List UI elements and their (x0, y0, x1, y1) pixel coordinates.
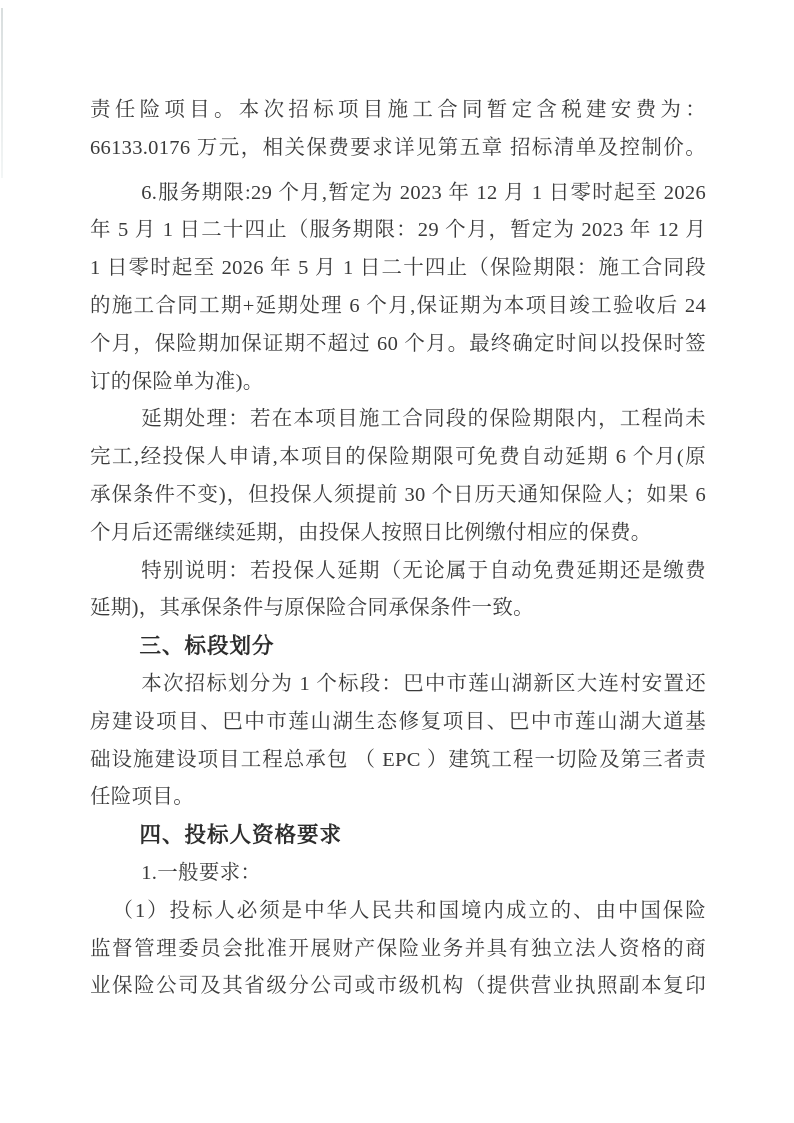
text-line: 承保条件不变)，但投保人须提前 30 个日历天通知保险人；如果 6 (90, 483, 706, 506)
text-line: 完工,经投保人申请,本项目的保险期限可免费自动延期 6 个月(原 (90, 446, 706, 469)
text-line: 的施工合同工期+延期处理 6 个月,保证期为本项目竣工验收后 24 (90, 294, 706, 317)
document-text-block (90, 92, 706, 1006)
text-line: 66133.0176 万元，相关保费要求详见第五章 招标清单及控制价。 (90, 136, 706, 159)
text-line: 1 日零时起至 2026 年 5 月 1 日二十四止（保险期限：施工合同段 (90, 257, 706, 280)
text-line: 订的保险单为准)。 (90, 370, 264, 393)
text-line: 个月后还需继续延期，由投保人按照日比例缴付相应的保费。 (90, 521, 652, 544)
section-heading-bidder-qualifications: 四、投标人资格要求 (139, 823, 342, 848)
text-line: 础设施建设项目工程总承包 （ EPC ）建筑工程一切险及第三者责 (90, 748, 706, 771)
text-line: 责任险项目。本次招标项目施工合同暂定含税建安费为： (90, 99, 706, 121)
text-line: 房建设项目、巴中市莲山湖生态修复项目、巴中市莲山湖大道基 (90, 710, 706, 733)
text-line: （1）投标人必须是中华人民共和国境内成立的、由中国保险 (112, 899, 706, 922)
text-line: 年 5 月 1 日二十四止（服务期限：29 个月，暂定为 2023 年 12 月 (90, 219, 706, 242)
text-line: 本次招标划分为 1 个标段：巴中市莲山湖新区大连村安置还 (141, 672, 706, 695)
text-line: 1.一般要求： (141, 861, 262, 884)
text-line: 个月，保险期加保证期不超过 60 个月。最终确定时间以投保时签 (90, 332, 706, 355)
text-line: 6.服务期限:29 个月,暂定为 2023 年 12 月 1 日零时起至 2026 (141, 181, 706, 204)
section-heading-lot-division: 三、标段划分 (139, 634, 275, 659)
text-line: 监督管理委员会批准开展财产保险业务并具有独立法人资格的商 (90, 937, 706, 960)
text-line: 延期处理：若在本项目施工合同段的保险期限内，工程尚未 (141, 408, 706, 431)
text-line: 业保险公司及其省级分公司或市级机构（提供营业执照副本复印 (90, 975, 706, 998)
text-line: 延期)，其承保条件与原保险合同承保条件一致。 (90, 597, 534, 620)
text-line: 任险项目。 (90, 786, 194, 809)
text-line: 特别说明：若投保人延期（无论属于自动免费延期还是缴费 (141, 559, 706, 582)
scan-edge-artifact (1, 8, 3, 178)
